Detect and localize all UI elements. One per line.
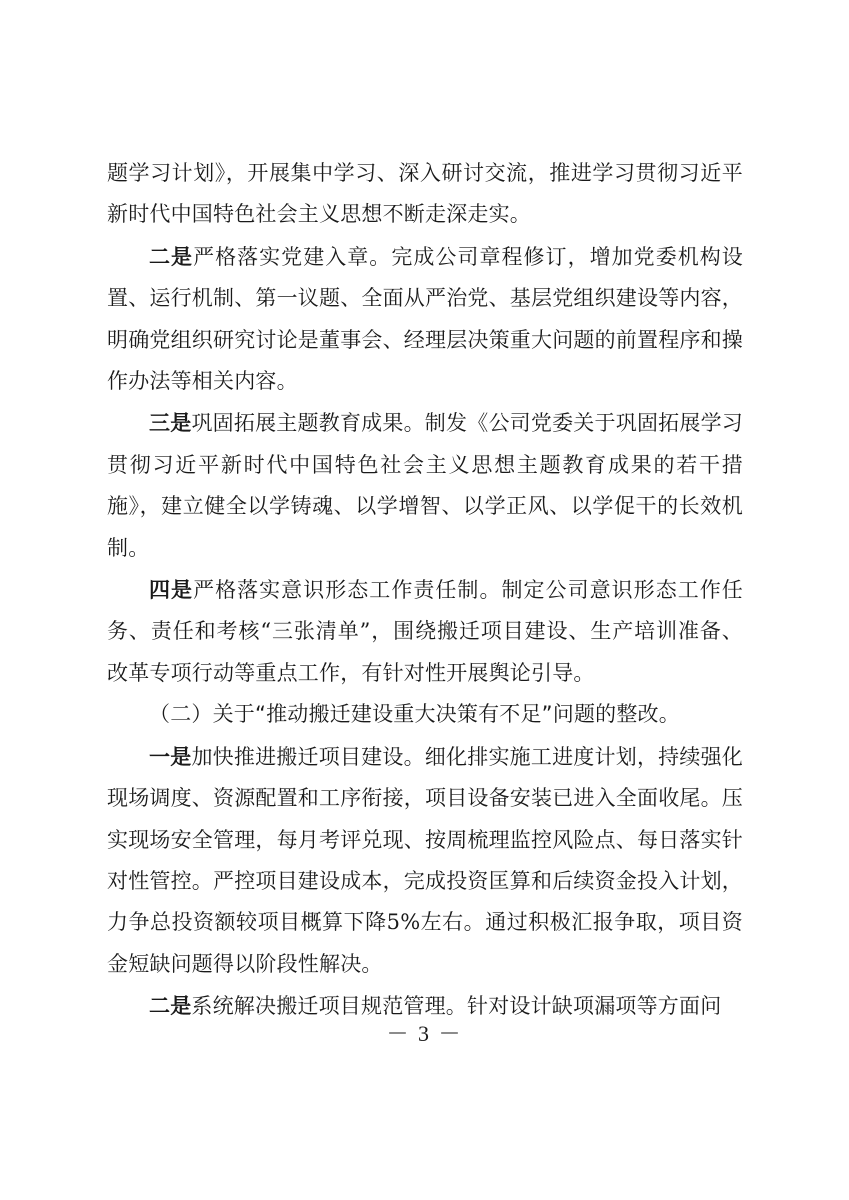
paragraph-text: 加快推进搬迁项目建设。细化排实施工进度计划，持续强化现场调度、资源配置和工序衔接，项目设备安装已进入全面收尾。压实现场安全管理，每月考评兑现、按周梳理监控风险点、每日落实针对性管控。严控项目建设成本，完成投资匡算和后续资金投入计划，力争总投资额较项目概算下降5%左右。通过积极汇报争取，项目资金短缺问题得以阶段性解决。 [107,744,743,976]
paragraph-item-2 [107,236,743,403]
paragraph-text: 严格落实党建入章。完成公司章程修订，增加党委机构设置、运行机制、第一议题、全面从严治党、基层党组织建设等内容，明确党组织研究讨论是董事会、经理层决策重大问题的前置程序和操作办法等相关内容。 [107,244,743,394]
page-number: － 3 － [386,1021,463,1046]
paragraph-lead: 二是 [149,993,192,1019]
paragraph-text: 系统解决搬迁项目规范管理。针对设计缺项漏项等方面问 [191,994,722,1019]
paragraph-lead: 三是 [149,410,192,436]
paragraph-lead: 四是 [149,577,194,603]
document-body [107,153,743,1028]
paragraph-continuation [107,153,743,236]
paragraph-text: 严格落实意识形态工作责任制。制定公司意识形态工作任务、责任和考核“三张清单”，围绕搬迁项目建设、生产培训准备、改革专项行动等重点工作，有针对性开展舆论引导。 [107,578,743,685]
paragraph-item-6 [107,736,743,985]
paragraph-text: 题学习计划》，开展集中学习、深入研讨交流，推进学习贯彻习近平新时代中国特色社会主义思想不断走深走实。 [107,161,743,227]
paragraph-item-3 [107,402,743,569]
paragraph-lead: 二是 [149,243,194,269]
paragraph-item-4 [107,569,743,694]
section-heading [107,694,743,735]
section-heading-text: （二）关于“推动搬迁建设重大决策有不足”问题的整改。 [149,702,680,727]
paragraph-lead: 一是 [149,743,192,769]
paragraph-text: 巩固拓展主题教育成果。制发《公司党委关于巩固拓展学习贯彻习近平新时代中国特色社会主义思想主题教育成果的若干措施》，建立健全以学铸魂、以学增智、以学正风、以学促干的长效机制。 [107,411,743,560]
